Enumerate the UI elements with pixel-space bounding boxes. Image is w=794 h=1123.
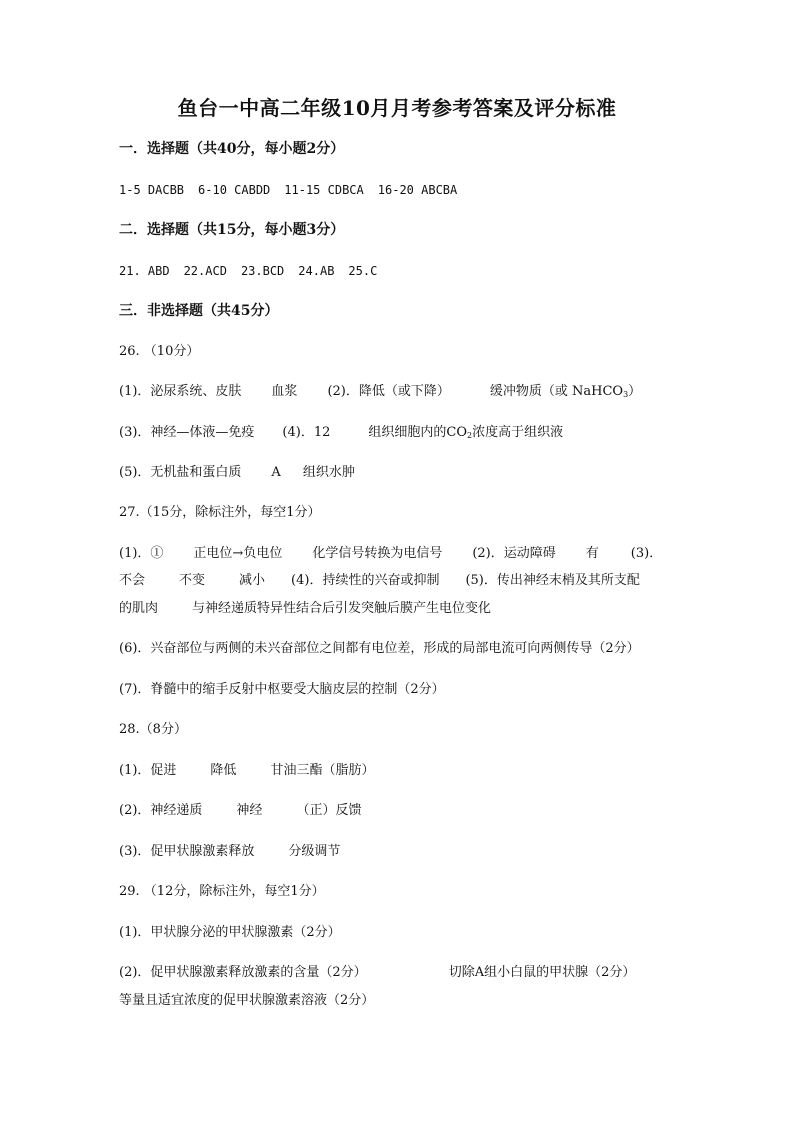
q26-header: 26. （10分） — [119, 344, 200, 359]
answer-item: 22.ACD — [183, 264, 227, 278]
answer-text: (4)．12 — [282, 425, 331, 440]
answer-text: ） — [628, 384, 642, 399]
answer-text: (4)．持续性的兴奋或抑制 — [291, 573, 440, 588]
answer-text: 甘油三酯（脂肪） — [270, 763, 375, 778]
answer-text: 组织细胞内的CO — [368, 425, 467, 440]
answer-text: (1)．① — [119, 546, 164, 561]
q28-line-3 — [119, 843, 340, 861]
q29-line-3: 等量且适宜浓度的促甲状腺激素溶液（2分） — [119, 993, 375, 1008]
section-1-answers — [119, 181, 457, 199]
q26-line-1 — [119, 383, 641, 404]
q29-header: 29. （12分，除标注外，每空1分） — [119, 884, 325, 899]
answer-text: （正）反馈 — [296, 803, 362, 818]
q26-line-2 — [119, 424, 563, 445]
answer-text: 缓冲物质（或 NaHCO — [489, 384, 624, 399]
q29-line-2 — [119, 964, 635, 982]
answer-text: (3)． — [630, 546, 663, 561]
answer-text: 降低 — [210, 763, 237, 778]
answer-text: 的肌肉 — [119, 601, 159, 616]
answer-text: 化学信号转换为电信号 — [312, 546, 443, 561]
answer-text: A — [271, 465, 281, 480]
q27-line-5: (7)．脊髓中的缩手反射中枢要受大脑皮层的控制（2分） — [119, 682, 445, 697]
answer-text: 不会 — [119, 573, 146, 588]
section-2-answers — [119, 262, 377, 280]
answer-group: 1-5 DACBB — [119, 183, 185, 197]
q27-line-4: (6)．兴奋部位与两侧的未兴奋部位之间都有电位差，形成的局部电流可向两侧传导（2分） — [119, 641, 640, 656]
section-1-heading: 一．选择题（共40分，每小题2分） — [119, 141, 345, 157]
q27-line-3 — [119, 600, 491, 618]
answer-item: 23.BCD — [240, 264, 285, 278]
answer-text: 血浆 — [271, 384, 298, 399]
answer-text: 分级调节 — [288, 844, 341, 859]
answer-text: (2)．降低（或下降） — [327, 384, 450, 399]
answer-text: 神经 — [236, 803, 263, 818]
answer-text: (1)．促进 — [119, 763, 177, 778]
q29-line-1: (1)．甲状腺分泌的甲状腺激素（2分） — [119, 925, 341, 940]
answer-text: 浓度高于组织液 — [472, 425, 564, 440]
answer-group: 16-20 ABCBA — [377, 183, 458, 197]
answer-text: (2)．促甲状腺激素释放激素的含量（2分） — [119, 965, 367, 980]
q26-line-3 — [119, 464, 355, 482]
answer-group: 6-10 CABDD — [198, 183, 271, 197]
answer-text: 有 — [585, 546, 599, 561]
subscript: 3 — [623, 390, 629, 399]
answer-item: 25.C — [348, 264, 378, 278]
answer-text: (5)．无机盐和蛋白质 — [119, 465, 242, 480]
page-title: 鱼台一中高二年级10月月考参考答案及评分标准 — [177, 96, 617, 120]
answer-text: 正电位→负电位 — [193, 546, 283, 561]
answer-item: 24.AB — [298, 264, 335, 278]
q28-header: 28.（8分） — [119, 722, 187, 737]
q27-header: 27.（15分，除标注外，每空1分） — [119, 505, 321, 520]
q27-line-1 — [119, 545, 662, 563]
answer-text: (3)．促甲状腺激素释放 — [119, 844, 255, 859]
answer-group: 11-15 CDBCA — [284, 183, 364, 197]
answer-text: (2)．神经递质 — [119, 803, 203, 818]
answer-text: 切除A组小白鼠的甲状腺（2分） — [448, 965, 636, 980]
q28-line-2 — [119, 802, 361, 820]
answer-text: (2)．运动障碍 — [472, 546, 556, 561]
subscript: 2 — [467, 431, 473, 440]
answer-text: 组织水肿 — [302, 465, 355, 480]
answer-text: 减小 — [239, 573, 266, 588]
answer-text: (1)．泌尿系统、皮肤 — [119, 384, 242, 399]
answer-text: (3)．神经—体液—免疫 — [119, 425, 255, 440]
answer-item: 21. ABD — [119, 264, 170, 278]
answer-text: 与神经递质特异性结合后引发突触后膜产生电位变化 — [192, 601, 492, 616]
q28-line-1 — [119, 762, 374, 780]
q27-line-2 — [119, 572, 640, 590]
answer-text: (5)．传出神经末梢及其所支配 — [465, 573, 640, 588]
section-2-heading: 二．选择题（共15分，每小题3分） — [119, 222, 345, 238]
section-3-heading: 三．非选择题（共45分） — [119, 303, 279, 319]
answer-text: 不变 — [179, 573, 206, 588]
